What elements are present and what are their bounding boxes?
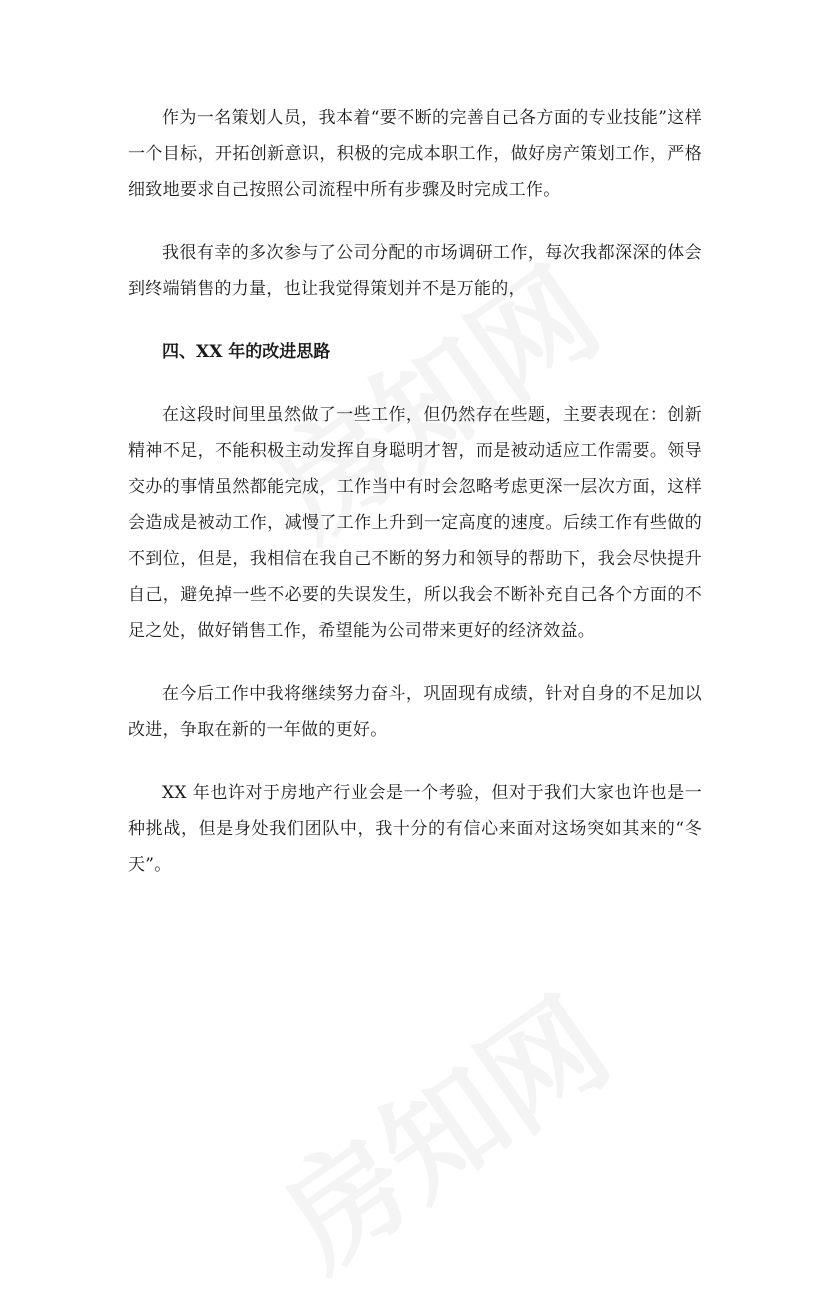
watermark: [243, 952, 637, 1299]
paragraph: 在这段时间里虽然做了一些工作，但仍然存在些题，主要表现在：创新精神不足，不能积极主动发挥自身聪明才智，而是被动适应工作需要。领导交办的事情虽然都能完成，工作当中有时会忽略考虑更深一层次方面，这样会造成是被动工作，减慢了工作上升到一定高度的速度。后续工作有些做的不到位，但是，我相信在我自己不断的努力和领导的帮助下，我会尽快提升自己，避免掉一些不必要的失误发生，所以我会不断补充自己各个方面的不足之处，做好销售工作，希望能为公司带来更好的经济效益。: [128, 405, 702, 641]
section-heading: 四、XX 年的改进思路: [162, 342, 331, 362]
paragraph: 作为一名策划人员，我本着“要不断的完善自己各方面的专业技能”这样一个目标，开拓创新意识，积极的完成本职工作，做好房产策划工作，严格细致地要求自己按照公司流程中所有步骤及时完成工作。: [128, 108, 702, 200]
paragraph: 我很有幸的多次参与了公司分配的市场调研工作，每次我都深深的体会到终端销售的力量，也让我觉得策划并不是万能的，: [128, 243, 702, 299]
paragraph: 在今后工作中我将继续努力奋斗，巩固现有成绩，针对自身的不足加以改进，争取在新的一年做的更好。: [128, 684, 702, 740]
paragraph: XX 年也许对于房地产行业会是一个考验，但对于我们大家也许也是一种挑战，但是身处我们团队中，我十分的有信心来面对这场突如其来的“冬天”。: [128, 783, 702, 875]
document-body: [128, 100, 702, 910]
